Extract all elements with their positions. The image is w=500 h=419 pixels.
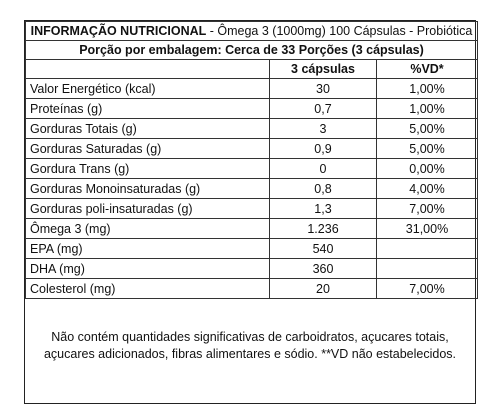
nutrient-vd: 5,00% xyxy=(377,119,478,139)
table-row xyxy=(26,159,478,179)
table-row xyxy=(26,259,478,279)
portion-text: Porção por embalagem: Cerca de 33 Porções (3 cápsulas) xyxy=(26,41,478,60)
table-row xyxy=(26,279,478,299)
nutrient-vd: 1,00% xyxy=(377,79,478,99)
table-row xyxy=(26,199,478,219)
table-row xyxy=(26,99,478,119)
nutrient-name: Colesterol (mg) xyxy=(26,279,270,299)
nutrient-name: Proteínas (g) xyxy=(26,99,270,119)
nutrient-qty: 0,9 xyxy=(270,139,377,159)
nutrient-name: Gorduras Saturadas (g) xyxy=(26,139,270,159)
nutrient-vd: 5,00% xyxy=(377,139,478,159)
nutrient-qty: 30 xyxy=(270,79,377,99)
nutrient-name: Ômega 3 (mg) xyxy=(26,219,270,239)
nutrient-vd: 7,00% xyxy=(377,279,478,299)
label-title-rest: - Ômega 3 (1000mg) 100 Cápsulas - Probiótica xyxy=(206,24,473,38)
nutrient-name: EPA (mg) xyxy=(26,239,270,259)
nutrition-label xyxy=(24,20,476,404)
table-row xyxy=(26,139,478,159)
column-header-row xyxy=(26,60,478,79)
nutrient-vd: 4,00% xyxy=(377,179,478,199)
table-row xyxy=(26,219,478,239)
table-row xyxy=(26,119,478,139)
nutrient-vd: 7,00% xyxy=(377,199,478,219)
nutrition-table xyxy=(25,21,478,299)
nutrient-name: Gordura Trans (g) xyxy=(26,159,270,179)
nutrient-name: Valor Energético (kcal) xyxy=(26,79,270,99)
table-row xyxy=(26,179,478,199)
title-row xyxy=(26,22,478,41)
nutrient-name: Gorduras poli-insaturadas (g) xyxy=(26,199,270,219)
column-header-qty: 3 cápsulas xyxy=(270,60,377,79)
nutrient-qty: 0,8 xyxy=(270,179,377,199)
nutrient-qty: 0,7 xyxy=(270,99,377,119)
nutrient-vd: 1,00% xyxy=(377,99,478,119)
footer-note: Não contém quantidades significativas de carboidratos, açucares totais, açucares adicionados, fibras alimentares e sódio. **VD não estabelecidos. xyxy=(43,330,457,361)
portion-row xyxy=(26,41,478,60)
nutrient-qty: 360 xyxy=(270,259,377,279)
nutrient-qty: 1.236 xyxy=(270,219,377,239)
table-row xyxy=(26,239,478,259)
label-title-bold: INFORMAÇÃO NUTRICIONAL xyxy=(30,24,207,38)
table-row xyxy=(26,79,478,99)
nutrient-vd xyxy=(377,239,478,259)
nutrient-name: Gorduras Monoinsaturadas (g) xyxy=(26,179,270,199)
nutrient-name: Gorduras Totais (g) xyxy=(26,119,270,139)
nutrient-qty: 20 xyxy=(270,279,377,299)
column-header-name xyxy=(26,60,270,79)
nutrient-name: DHA (mg) xyxy=(26,259,270,279)
nutrient-vd: 0,00% xyxy=(377,159,478,179)
nutrient-qty: 0 xyxy=(270,159,377,179)
nutrient-qty: 1,3 xyxy=(270,199,377,219)
nutrient-qty: 540 xyxy=(270,239,377,259)
nutrient-vd xyxy=(377,259,478,279)
nutrient-qty: 3 xyxy=(270,119,377,139)
nutrient-vd: 31,00% xyxy=(377,219,478,239)
label-title xyxy=(26,22,478,41)
column-header-vd: %VD* xyxy=(377,60,478,79)
